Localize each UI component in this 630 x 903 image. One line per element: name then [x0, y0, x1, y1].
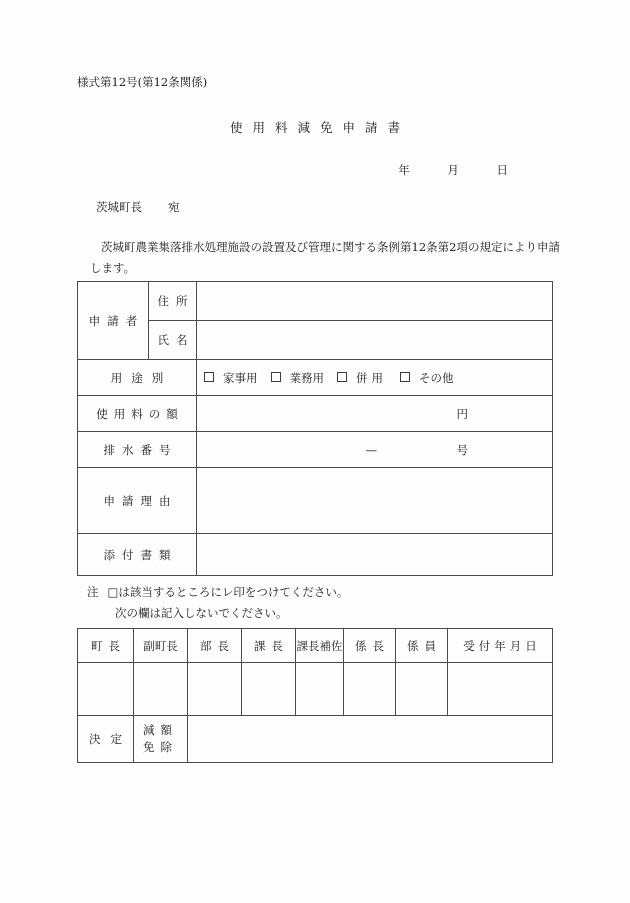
approval-col-staff: 係員	[396, 629, 448, 663]
decision-options	[134, 716, 188, 763]
approval-cell-deputy-mayor[interactable]	[134, 663, 188, 716]
table-row-fee-amount	[78, 396, 553, 432]
reason-label: 申請理由	[78, 468, 197, 534]
fee-unit-label: 円	[456, 406, 468, 421]
page-title: 使用料減免申請書	[229, 120, 410, 135]
table-row-reason	[78, 468, 553, 534]
drain-number-input-cell[interactable]	[197, 432, 553, 468]
date-line: 年 月 日	[398, 163, 525, 177]
reason-input-cell[interactable]	[197, 468, 553, 534]
approval-col-mayor: 町長	[78, 629, 134, 663]
fee-amount-label: 使用料の額	[78, 396, 197, 432]
checkbox-combined-icon[interactable]	[337, 372, 347, 382]
drain-unit-label: 号	[456, 442, 468, 457]
approval-signature-row	[78, 663, 553, 716]
note-text-1: □は該当するところにレ印をつけてください。	[107, 585, 349, 599]
checkbox-other-icon[interactable]	[400, 372, 410, 382]
table-row-address	[78, 282, 553, 321]
attachments-input-cell[interactable]	[197, 534, 553, 576]
form-number: 様式第12号(第12条関係)	[77, 75, 208, 89]
usage-option-combined[interactable]: 併用	[356, 370, 387, 385]
addressee-suffix: 宛	[168, 200, 180, 214]
approval-col-department-chief: 部長	[188, 629, 242, 663]
decision-label: 決定	[78, 716, 134, 763]
approval-col-assistant-section-chief: 課長補佐	[296, 629, 344, 663]
checkbox-household-icon[interactable]	[204, 372, 214, 382]
approval-cell-subsection-chief[interactable]	[344, 663, 396, 716]
usage-options	[197, 370, 552, 386]
approval-cell-section-chief[interactable]	[242, 663, 296, 716]
address-label: 住所	[149, 282, 197, 321]
notes-block	[87, 582, 348, 624]
table-row-drain-number	[78, 432, 553, 468]
approval-col-subsection-chief: 係長	[344, 629, 396, 663]
approval-cell-department-chief[interactable]	[188, 663, 242, 716]
usage-type-label: 用途別	[78, 360, 197, 396]
name-label: 氏名	[149, 321, 197, 360]
table-row-attachments	[78, 534, 553, 576]
approval-cell-mayor[interactable]	[78, 663, 134, 716]
drain-number-dash: —	[365, 442, 377, 457]
usage-option-household[interactable]: 家事用	[223, 370, 258, 385]
usage-type-options-cell	[197, 360, 553, 396]
name-input-cell[interactable]	[197, 321, 553, 360]
approval-col-section-chief: 課長	[242, 629, 296, 663]
fee-amount-input-cell[interactable]	[197, 396, 553, 432]
note-line-2: 次の欄は記入しないでください。	[115, 606, 288, 620]
body-paragraph: 茨城町農業集落排水処理施設の設置及び管理に関する条例第12条第2項の規定により申請します。	[90, 240, 560, 275]
addressee	[96, 199, 180, 215]
approval-cell-receipt-date[interactable]	[448, 663, 553, 716]
drain-number-label: 排水番号	[78, 432, 197, 468]
decision-row	[78, 716, 553, 763]
decision-option-exemption[interactable]: 免除	[143, 740, 178, 754]
note-marker: 注	[87, 585, 99, 599]
approval-header-row	[78, 629, 553, 663]
decision-input-cell[interactable]	[188, 716, 553, 763]
approval-cell-assistant-section-chief[interactable]	[296, 663, 344, 716]
table-row-usage-type	[78, 360, 553, 396]
approval-col-deputy-mayor: 副町長	[134, 629, 188, 663]
attachments-label: 添付書類	[78, 534, 197, 576]
approval-col-receipt-date: 受付年月日	[448, 629, 553, 663]
applicant-label: 申請者	[78, 282, 149, 360]
address-input-cell[interactable]	[197, 282, 553, 321]
approval-table	[77, 628, 553, 763]
checkbox-business-icon[interactable]	[271, 372, 281, 382]
addressee-name: 茨城町長	[96, 200, 142, 214]
decision-option-reduction[interactable]: 減額	[143, 723, 178, 737]
approval-cell-staff[interactable]	[396, 663, 448, 716]
note-line-1	[87, 582, 348, 603]
usage-option-other[interactable]: その他	[419, 370, 454, 385]
usage-option-business[interactable]: 業務用	[289, 370, 324, 385]
application-table	[77, 281, 553, 576]
table-row-name	[78, 321, 553, 360]
